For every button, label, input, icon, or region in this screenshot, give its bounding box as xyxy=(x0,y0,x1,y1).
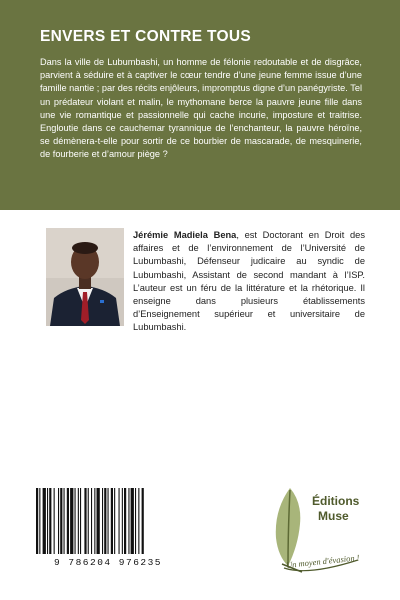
publisher-tagline: Un moyen d'évasion ! xyxy=(285,552,360,570)
book-blurb: Dans la ville de Lubumbashi, un homme de félonie redoutable et de disgrâce, parvient à séduire et à captiver le cœur tendre d’une jeune femme issue d’une famille nantie ; par des récits enjôleurs, impromptus digne d’un panégyriste. Tel un prédateur violant et malin, le mythomane berce la pauvre jeune fille dans une vie romantique et passionnelle qui cache incurie, imposture et traitrise. Engloutie dans ce cauchemar tyrannique de l’enchanteur, la pauvre héroïne, se démènera-t-elle pour sortir de ce bourbier de mascarade, de mesquinerie, de fourberie et d’amour piège ? xyxy=(40,57,362,160)
publisher-logo xyxy=(268,480,366,580)
author-bio xyxy=(133,229,365,335)
isbn-number: 9 786204 976235 xyxy=(53,557,162,568)
publisher-name-line1: Éditions xyxy=(312,494,360,508)
author-photo xyxy=(46,228,124,326)
isbn-barcode xyxy=(32,488,184,574)
author-name: Jérémie Madiela Bena xyxy=(133,230,237,240)
barcode-bars xyxy=(32,488,184,558)
publisher-name-line2: Muse xyxy=(318,509,349,523)
author-portrait-icon xyxy=(46,228,124,326)
book-title: ENVERS ET CONTRE TOUS xyxy=(40,28,251,45)
back-cover-band xyxy=(0,0,400,210)
author-bio-text: , est Doctorant en Droit des affaires et de l’environnement de l’Université de Lubumbashi, Défenseur judicaire au syndic de Lubumbashi, Assistant de second mandant à l’ISP. L’auteur est un féru de la littérature et la rhétorique. Il enseigne dans plusieurs établissements d’Enseignement supérieur et universitaire de Lubumbashi. xyxy=(133,230,365,333)
